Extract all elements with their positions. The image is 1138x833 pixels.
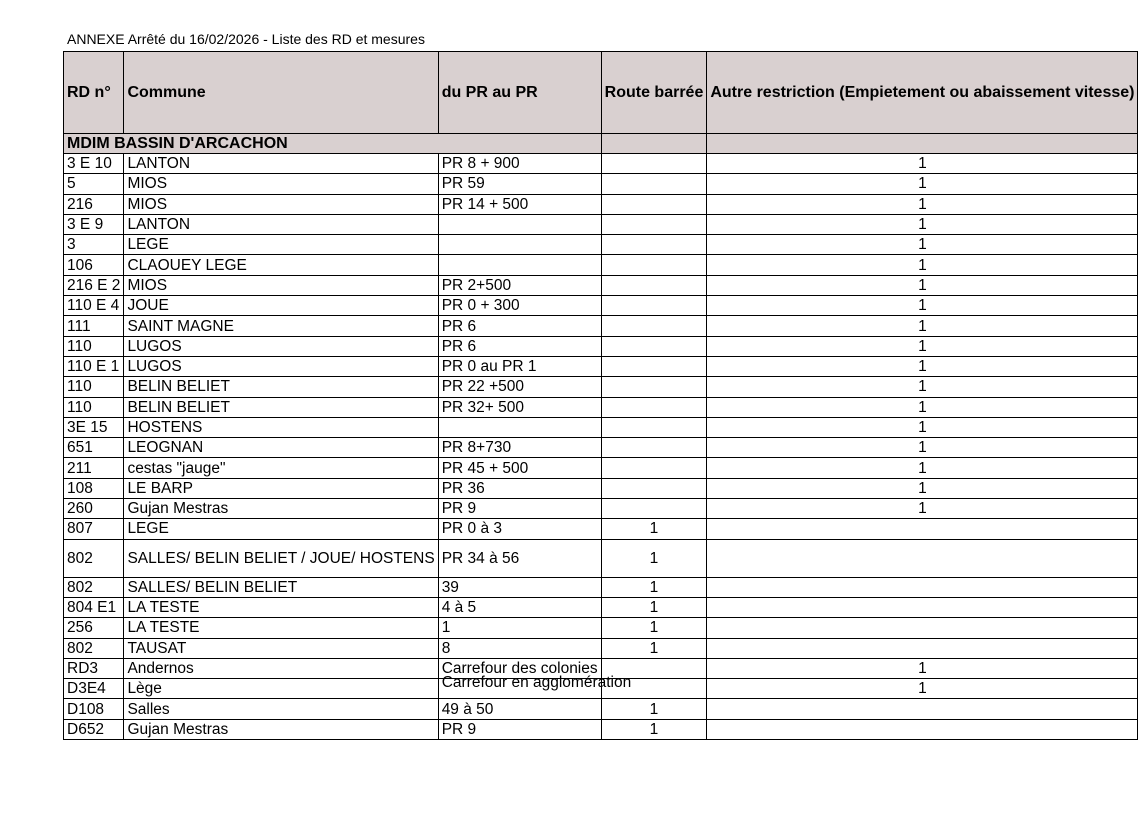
cell-route-barree [601,397,707,417]
cell-pr [438,214,601,234]
cell-other-restriction: 1 [707,174,1138,194]
header-other-restriction: Autre restriction (Empietement ou abaissement vitesse) [707,52,1138,134]
cell-commune: TAUSAT [124,638,438,658]
cell-pr: PR 22 +500 [438,377,601,397]
table-row [64,377,1138,397]
cell-commune: Gujan Mestras [124,719,438,739]
cell-pr: 49 à 50 [438,699,601,719]
cell-pr: PR 6 [438,336,601,356]
cell-commune: LUGOS [124,336,438,356]
cell-rd: 260 [64,499,124,519]
cell-other-restriction [707,577,1138,597]
cell-rd: 802 [64,577,124,597]
cell-other-restriction: 1 [707,377,1138,397]
table-row [64,214,1138,234]
cell-route-barree [601,235,707,255]
cell-pr: PR 9 [438,719,601,739]
cell-other-restriction [707,597,1138,617]
cell-rd: 216 [64,194,124,214]
cell-rd: 110 [64,397,124,417]
page-title: ANNEXE Arrêté du 16/02/2026 - Liste des RD et mesures [67,31,425,47]
cell-other-restriction: 1 [707,255,1138,275]
table-row [64,356,1138,376]
table-row [64,154,1138,174]
section-cell-empty [707,134,1138,154]
cell-route-barree [601,336,707,356]
cell-route-barree: 1 [601,719,707,739]
cell-commune: LA TESTE [124,618,438,638]
cell-rd: 106 [64,255,124,275]
table-row [64,194,1138,214]
cell-route-barree [601,356,707,376]
cell-commune: BELIN BELIET [124,397,438,417]
cell-route-barree [601,296,707,316]
cell-pr [438,235,601,255]
cell-route-barree [601,499,707,519]
cell-pr: 39 [438,577,601,597]
cell-commune: Gujan Mestras [124,499,438,519]
cell-pr: PR 6 [438,316,601,336]
cell-rd: 256 [64,618,124,638]
table-row [64,458,1138,478]
cell-rd: 804 E1 [64,597,124,617]
cell-other-restriction: 1 [707,275,1138,295]
cell-commune: LEGE [124,519,438,539]
cell-rd: 651 [64,438,124,458]
cell-route-barree: 1 [601,597,707,617]
table-row [64,397,1138,417]
cell-rd: 211 [64,458,124,478]
cell-other-restriction: 1 [707,679,1138,699]
cell-commune: LANTON [124,154,438,174]
cell-other-restriction: 1 [707,235,1138,255]
header-pr: du PR au PR [438,52,601,134]
cell-rd: RD3 [64,658,124,678]
cell-route-barree: 1 [601,638,707,658]
cell-route-barree: 1 [601,519,707,539]
cell-pr [438,255,601,275]
cell-route-barree: 1 [601,577,707,597]
table-row [64,618,1138,638]
cell-route-barree [601,194,707,214]
cell-other-restriction [707,539,1138,577]
cell-pr: PR 0 au PR 1 [438,356,601,376]
cell-other-restriction: 1 [707,336,1138,356]
section-row [64,134,1138,154]
cell-pr: PR 8 + 900 [438,154,601,174]
cell-rd: 111 [64,316,124,336]
cell-commune: SAINT MAGNE [124,316,438,336]
table-row [64,336,1138,356]
cell-pr [438,417,601,437]
table-row [64,316,1138,336]
table-row [64,577,1138,597]
cell-other-restriction: 1 [707,296,1138,316]
cell-other-restriction: 1 [707,658,1138,678]
cell-other-restriction: 1 [707,154,1138,174]
table-row [64,275,1138,295]
table-row [64,255,1138,275]
cell-route-barree: 1 [601,618,707,638]
table-row [64,719,1138,739]
cell-pr: PR 59 [438,174,601,194]
cell-route-barree [601,154,707,174]
table-row [64,679,1138,699]
cell-pr: PR 32+ 500 [438,397,601,417]
table-row [64,699,1138,719]
cell-route-barree: 1 [601,699,707,719]
cell-route-barree [601,478,707,498]
cell-rd: 3 E 10 [64,154,124,174]
cell-other-restriction: 1 [707,458,1138,478]
section-title: MDIM BASSIN D'ARCACHON [64,134,602,154]
cell-route-barree [601,214,707,234]
cell-route-barree [601,255,707,275]
cell-route-barree [601,174,707,194]
cell-route-barree [601,275,707,295]
cell-commune: LA TESTE [124,597,438,617]
cell-commune: MIOS [124,174,438,194]
cell-pr-text: Carrefour en agglomération [441,674,632,692]
table-row [64,597,1138,617]
section-cell-empty [601,134,707,154]
cell-pr: PR 9 [438,499,601,519]
cell-rd: 110 [64,377,124,397]
cell-other-restriction: 1 [707,417,1138,437]
cell-rd: 110 E 4 [64,296,124,316]
cell-other-restriction [707,519,1138,539]
cell-other-restriction [707,638,1138,658]
cell-other-restriction [707,719,1138,739]
table-row [64,478,1138,498]
cell-other-restriction [707,618,1138,638]
cell-other-restriction [707,699,1138,719]
cell-route-barree: 1 [601,539,707,577]
cell-commune: LEOGNAN [124,438,438,458]
cell-commune: Salles [124,699,438,719]
cell-pr: PR 0 + 300 [438,296,601,316]
cell-commune: LUGOS [124,356,438,376]
header-rd: RD n° [64,52,124,134]
cell-rd: 110 [64,336,124,356]
cell-commune: LEGE [124,235,438,255]
cell-route-barree [601,417,707,437]
cell-commune: MIOS [124,194,438,214]
table-row [64,499,1138,519]
header-row [64,52,1138,134]
cell-pr: 4 à 5 [438,597,601,617]
cell-commune: BELIN BELIET [124,377,438,397]
cell-commune: LE BARP [124,478,438,498]
table-row [64,638,1138,658]
cell-rd: 3 [64,235,124,255]
cell-rd: 3 E 9 [64,214,124,234]
table-row [64,174,1138,194]
cell-route-barree [601,438,707,458]
cell-pr: Carrefour des colonies [438,658,601,678]
cell-rd: 3E 15 [64,417,124,437]
header-route-barree: Route barrée [601,52,707,134]
cell-commune: LANTON [124,214,438,234]
cell-commune: SALLES/ BELIN BELIET [124,577,438,597]
cell-pr: PR 34 à 56 [438,539,601,577]
cell-other-restriction: 1 [707,214,1138,234]
cell-pr: PR 45 + 500 [438,458,601,478]
cell-other-restriction: 1 [707,356,1138,376]
cell-rd: 5 [64,174,124,194]
cell-commune: SALLES/ BELIN BELIET / JOUE/ HOSTENS [124,539,438,577]
cell-commune: JOUE [124,296,438,316]
cell-pr: PR 0 à 3 [438,519,601,539]
table-row [64,539,1138,577]
table-row [64,296,1138,316]
cell-commune: Andernos [124,658,438,678]
cell-rd: 807 [64,519,124,539]
cell-rd: D652 [64,719,124,739]
table-row [64,235,1138,255]
cell-pr: 1 [438,618,601,638]
cell-rd: 802 [64,638,124,658]
cell-commune: HOSTENS [124,417,438,437]
cell-rd: D108 [64,699,124,719]
cell-pr [438,674,632,699]
cell-pr: PR 8+730 [438,438,601,458]
cell-rd: 108 [64,478,124,498]
cell-other-restriction: 1 [707,499,1138,519]
cell-pr: PR 2+500 [438,275,601,295]
cell-other-restriction: 1 [707,194,1138,214]
cell-rd: 110 E 1 [64,356,124,376]
cell-commune: CLAOUEY LEGE [124,255,438,275]
cell-other-restriction: 1 [707,478,1138,498]
cell-other-restriction: 1 [707,438,1138,458]
cell-other-restriction: 1 [707,397,1138,417]
cell-pr: PR 36 [438,478,601,498]
cell-other-restriction: 1 [707,316,1138,336]
cell-rd: D3E4 [64,679,124,699]
cell-pr: PR 14 + 500 [438,194,601,214]
cell-route-barree [601,316,707,336]
cell-pr: 8 [438,638,601,658]
table-row [64,519,1138,539]
cell-commune: MIOS [124,275,438,295]
cell-rd: 802 [64,539,124,577]
cell-route-barree [601,458,707,478]
header-commune: Commune [124,52,438,134]
cell-rd: 216 E 2 [64,275,124,295]
table-row [64,417,1138,437]
table-row [64,438,1138,458]
cell-commune: Lège [124,679,438,699]
measures-table [63,51,1138,740]
cell-commune: cestas "jauge" [124,458,438,478]
cell-route-barree [601,377,707,397]
